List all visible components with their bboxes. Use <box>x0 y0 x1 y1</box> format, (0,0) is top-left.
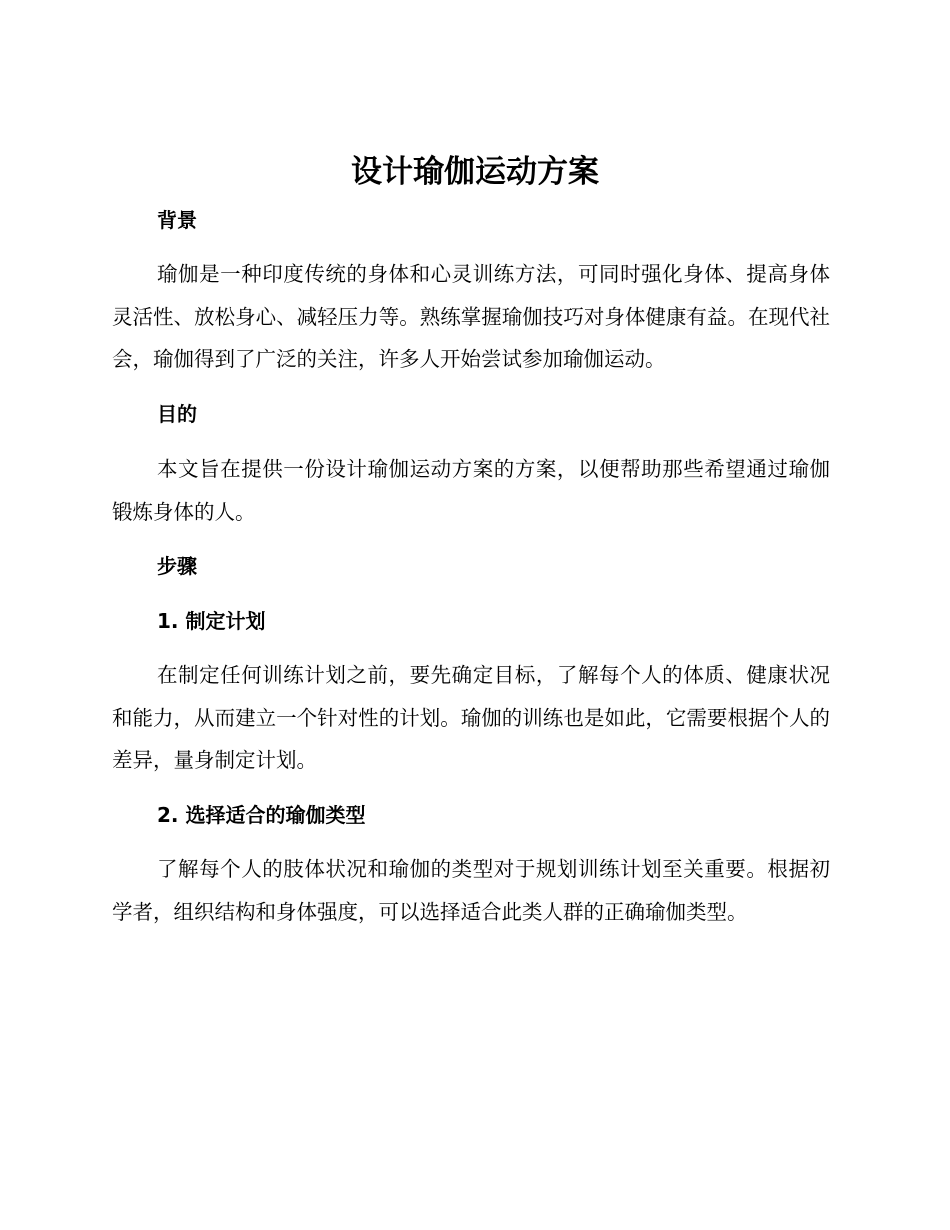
section-heading-steps: 步骤 <box>157 554 197 578</box>
step-body-2: 了解每个人的肢体状况和瑜伽的类型对于规划训练计划至关重要。根据初学者，组织结构和身体强度，可以选择适合此类人群的正确瑜伽类型。 <box>112 857 830 924</box>
document-title: 设计瑜伽运动方案 <box>351 154 599 190</box>
section-heading-purpose: 目的 <box>157 402 197 426</box>
section-body-purpose: 本文旨在提供一份设计瑜伽运动方案的方案，以便帮助那些希望通过瑜伽锻炼身体的人。 <box>112 457 830 524</box>
step-heading-2: 2. 选择适合的瑜伽类型 <box>157 803 366 827</box>
step-body-1: 在制定任何训练计划之前，要先确定目标，了解每个人的体质、健康状况和能力，从而建立一个针对性的计划。瑜伽的训练也是如此，它需要根据个人的差异，量身制定计划。 <box>112 663 830 772</box>
step-heading-1: 1. 制定计划 <box>157 609 266 633</box>
section-heading-background: 背景 <box>157 208 197 232</box>
section-body-background: 瑜伽是一种印度传统的身体和心灵训练方法，可同时强化身体、提高身体灵活性、放松身心、减轻压力等。熟练掌握瑜伽技巧对身体健康有益。在现代社会，瑜伽得到了广泛的关注，许多人开始尝试参加瑜伽运动。 <box>112 262 830 371</box>
